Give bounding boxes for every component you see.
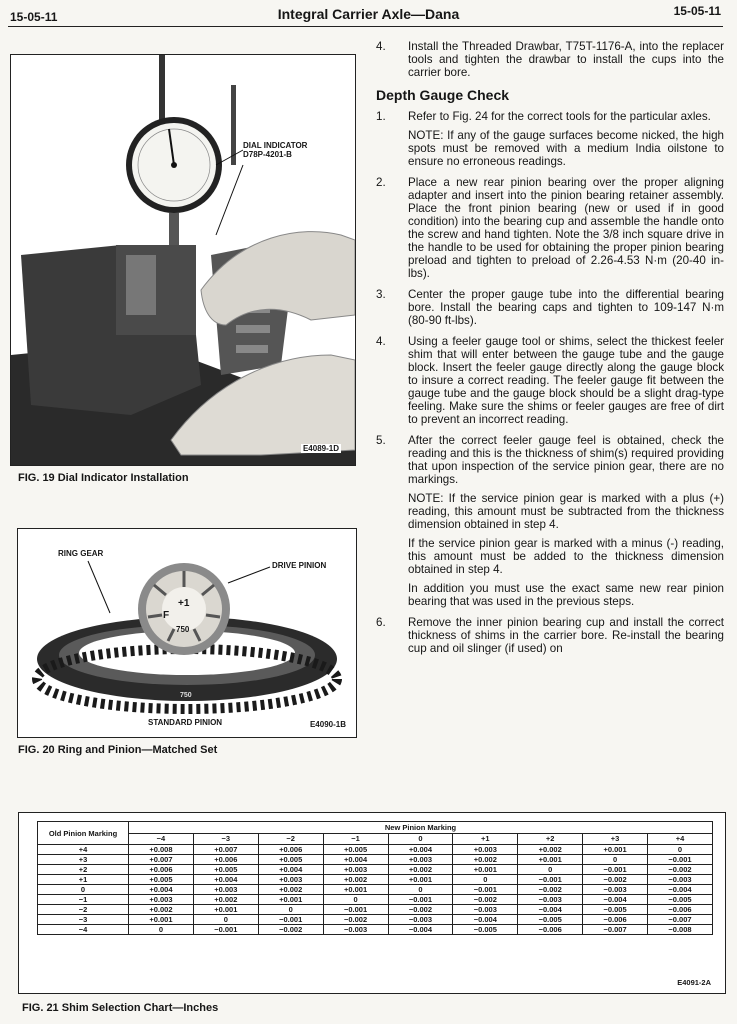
table-cell: +0.002 xyxy=(129,905,194,915)
table-cell: −0.004 xyxy=(518,905,583,915)
column-header: +2 xyxy=(518,833,583,845)
step-number: 1. xyxy=(376,110,386,123)
table-cell: −0.002 xyxy=(583,875,648,885)
table-row xyxy=(38,875,713,885)
procedure-text xyxy=(376,40,724,663)
fig21-caption: FIG. 21 Shim Selection Chart—Inches xyxy=(22,1002,219,1014)
table-cell: +0.003 xyxy=(258,875,323,885)
table-cell: −0.001 xyxy=(323,905,388,915)
table-cell: +0.002 xyxy=(453,855,518,865)
table-cell: −0.001 xyxy=(193,925,258,935)
step-text: Center the proper gauge tube into the differential bearing bore. Install the bearing caps and tighten to 109-147 N·m (80-90 ft-lbs). xyxy=(408,288,724,327)
table-row xyxy=(38,925,713,935)
table-cell: −0.005 xyxy=(583,905,648,915)
fig20-id: E4090-1B xyxy=(309,720,346,729)
step-text: Place a new rear pinion bearing over the proper aligning adapter and insert into the pinion bearing retainer assembly. Place the front pinion bearing (new or used if in good condition) into the bearing cup and assemble the handle onto the screw and hand tighten. Note the 3/8 inch square drive in the handle to be used for obtaining the proper pinion bearing preload and tighten to preload of 2.26-4.53 N·m (20-40 in-lbs). xyxy=(408,176,724,280)
row-label: −3 xyxy=(38,915,129,925)
table-cell: −0.004 xyxy=(453,915,518,925)
table-cell: +0.002 xyxy=(193,895,258,905)
table-cell: 0 xyxy=(518,865,583,875)
table-cell: −0.003 xyxy=(648,875,713,885)
table-cell: +0.001 xyxy=(453,865,518,875)
table-row xyxy=(38,915,713,925)
table-cell: +0.004 xyxy=(388,845,453,855)
step-number: 6. xyxy=(376,616,386,629)
depth-step-2 xyxy=(376,176,724,280)
depth-step-6 xyxy=(376,616,724,655)
depth-step-3 xyxy=(376,288,724,327)
table-cell: −0.006 xyxy=(583,915,648,925)
step-note: In addition you must use the exact same new rear pinion bearing that was used in the previous steps. xyxy=(408,582,724,608)
column-header: +4 xyxy=(648,833,713,845)
table-cell: +0.002 xyxy=(388,865,453,875)
table-cell: −0.002 xyxy=(648,865,713,875)
table-cell: −0.001 xyxy=(648,855,713,865)
table-cell: 0 xyxy=(193,915,258,925)
row-label: −1 xyxy=(38,895,129,905)
table-cell: +0.007 xyxy=(129,855,194,865)
table-cell: +0.004 xyxy=(258,865,323,875)
table-cell: +0.002 xyxy=(518,845,583,855)
drive-pinion-label: DRIVE PINION xyxy=(272,561,327,570)
table-row xyxy=(38,865,713,875)
fig20-photo xyxy=(17,528,357,738)
table-cell: +0.008 xyxy=(129,845,194,855)
table-cell: −0.007 xyxy=(583,925,648,935)
column-header: −3 xyxy=(193,833,258,845)
depth-step-1 xyxy=(376,110,724,168)
table-cell: −0.003 xyxy=(388,915,453,925)
table-cell: +0.005 xyxy=(129,875,194,885)
table-cell: −0.001 xyxy=(583,865,648,875)
table-cell: +0.001 xyxy=(583,845,648,855)
pinion-mark-plus: +1 xyxy=(178,598,190,609)
column-header: +1 xyxy=(453,833,518,845)
fig19-photo xyxy=(10,54,356,466)
column-header: −2 xyxy=(258,833,323,845)
table-cell: 0 xyxy=(648,845,713,855)
table-cell: +0.004 xyxy=(323,855,388,865)
table-cell: +0.007 xyxy=(193,845,258,855)
row-label: +1 xyxy=(38,875,129,885)
pinion-mark-number: 750 xyxy=(176,625,190,634)
table-cell: −0.001 xyxy=(258,915,323,925)
fig20-caption: FIG. 20 Ring and Pinion—Matched Set xyxy=(18,744,218,756)
row-label: 0 xyxy=(38,885,129,895)
table-row xyxy=(38,905,713,915)
table-cell: −0.004 xyxy=(648,885,713,895)
table-cell: −0.005 xyxy=(453,925,518,935)
table-cell: 0 xyxy=(258,905,323,915)
table-cell: −0.002 xyxy=(323,915,388,925)
step-number: 2. xyxy=(376,176,386,189)
table-cell: +0.001 xyxy=(388,875,453,885)
table-cell: 0 xyxy=(583,855,648,865)
row-label: −2 xyxy=(38,905,129,915)
table-cell: −0.004 xyxy=(583,895,648,905)
table-cell: −0.001 xyxy=(518,875,583,885)
table-cell: −0.002 xyxy=(518,885,583,895)
dial-indicator-callout: DIAL INDICATOR D78P-4201-B xyxy=(243,141,308,159)
row-label: +2 xyxy=(38,865,129,875)
page-number-right: 15-05-11 xyxy=(673,4,721,18)
fig19-id: E4089-1D xyxy=(302,444,339,453)
shim-selection-chart xyxy=(18,812,726,994)
ring-mark-number: 750 xyxy=(180,692,192,699)
table-cell: +0.006 xyxy=(129,865,194,875)
row-header: Old Pinion Marking xyxy=(38,822,129,845)
table-row xyxy=(38,845,713,855)
table-cell: +0.005 xyxy=(193,865,258,875)
table-cell: 0 xyxy=(129,925,194,935)
table-cell: −0.007 xyxy=(648,915,713,925)
table-cell: −0.003 xyxy=(518,895,583,905)
row-label: −4 xyxy=(38,925,129,935)
row-label: +4 xyxy=(38,845,129,855)
table-cell: −0.003 xyxy=(583,885,648,895)
step-number: 5. xyxy=(376,434,386,447)
table-cell: −0.002 xyxy=(388,905,453,915)
ring-gear-label: RING GEAR xyxy=(58,549,104,558)
page-number-left: 15-05-11 xyxy=(10,10,58,24)
step-text: Refer to Fig. 24 for the correct tools for the particular axles. xyxy=(408,110,711,123)
step-text: Using a feeler gauge tool or shims, select the thickest feeler shim that will enter between the gauge tube and the gauge block. Insert the feeler gauge directly along the gauge block to insure a correct reading. The feeler gauge fit between the gauge tube and the gauge block should be a slight drag-type feeling. Make sure the shims or feeler gauges are free of dirt to prevent an incorrect reading. xyxy=(408,335,724,426)
table-cell: −0.004 xyxy=(388,925,453,935)
table-cell: +0.006 xyxy=(193,855,258,865)
step-note: NOTE: If any of the gauge surfaces become nicked, the high spots must be removed with a medium India oilstone to ensure no erroneous readings. xyxy=(408,129,724,168)
table-cell: +0.003 xyxy=(193,885,258,895)
depth-step-5 xyxy=(376,434,724,608)
table-cell: −0.001 xyxy=(453,885,518,895)
table-cell: +0.005 xyxy=(258,855,323,865)
column-group-header: New Pinion Marking xyxy=(129,822,713,834)
step-note: NOTE: If the service pinion gear is marked with a plus (+) reading, this amount must be subtracted from the thickness dimension obtained in step 4. xyxy=(408,492,724,531)
table-cell: +0.001 xyxy=(323,885,388,895)
table-cell: −0.005 xyxy=(648,895,713,905)
table-row xyxy=(38,855,713,865)
table-cell: +0.001 xyxy=(129,915,194,925)
table-cell: −0.006 xyxy=(518,925,583,935)
section-title: Depth Gauge Check xyxy=(376,87,510,103)
step-text: Install the Threaded Drawbar, T75T-1176-A, into the replacer tools and tighten the drawbar to install the cups into the carrier bore. xyxy=(408,40,724,79)
shim-table xyxy=(37,821,713,935)
table-cell: +0.003 xyxy=(388,855,453,865)
step-number: 4. xyxy=(376,40,386,53)
table-cell: +0.001 xyxy=(258,895,323,905)
table-cell: +0.003 xyxy=(453,845,518,855)
step-text: After the correct feeler gauge feel is obtained, check the reading and this is the thickness of shim(s) required providing that upon inspection of the service pinion gear, there are no markings. xyxy=(408,434,724,486)
table-cell: −0.003 xyxy=(323,925,388,935)
table-cell: +0.001 xyxy=(193,905,258,915)
column-header: −1 xyxy=(323,833,388,845)
table-cell: +0.001 xyxy=(518,855,583,865)
table-cell: +0.002 xyxy=(258,885,323,895)
table-cell: −0.005 xyxy=(518,915,583,925)
step-number: 3. xyxy=(376,288,386,301)
table-cell: +0.006 xyxy=(258,845,323,855)
table-cell: −0.001 xyxy=(388,895,453,905)
table-cell: +0.002 xyxy=(323,875,388,885)
table-cell: −0.003 xyxy=(453,905,518,915)
table-cell: 0 xyxy=(388,885,453,895)
row-label: +3 xyxy=(38,855,129,865)
table-cell: −0.008 xyxy=(648,925,713,935)
table-cell: +0.004 xyxy=(129,885,194,895)
column-header: 0 xyxy=(388,833,453,845)
page-title: Integral Carrier Axle—Dana xyxy=(277,6,460,22)
fig19-caption: FIG. 19 Dial Indicator Installation xyxy=(18,472,189,484)
step-note: If the service pinion gear is marked with a minus (-) reading, this amount must be added to the thickness dimension obtained in step 4. xyxy=(408,537,724,576)
header-rule xyxy=(8,26,723,27)
depth-step-4 xyxy=(376,335,724,426)
table-cell: −0.002 xyxy=(453,895,518,905)
table-cell: +0.003 xyxy=(129,895,194,905)
table-cell: −0.006 xyxy=(648,905,713,915)
table-row xyxy=(38,895,713,905)
column-header: +3 xyxy=(583,833,648,845)
table-cell: 0 xyxy=(453,875,518,885)
fig21-id: E4091-2A xyxy=(677,978,711,987)
dial-indicator-illustration xyxy=(11,55,355,465)
column-header: −4 xyxy=(129,833,194,845)
table-cell: +0.005 xyxy=(323,845,388,855)
standard-pinion-label: STANDARD PINION xyxy=(148,718,223,727)
table-row xyxy=(38,885,713,895)
step-4-install-drawbar xyxy=(376,40,724,79)
table-cell: 0 xyxy=(323,895,388,905)
table-cell: +0.003 xyxy=(323,865,388,875)
table-cell: −0.002 xyxy=(258,925,323,935)
step-text: Remove the inner pinion bearing cup and install the correct thickness of shims in the carrier bore. Re-install the bearing cup and oil slinger (if used) on xyxy=(408,616,724,655)
table-cell: +0.004 xyxy=(193,875,258,885)
pinion-mark-f: F xyxy=(163,610,170,621)
step-number: 4. xyxy=(376,335,386,348)
